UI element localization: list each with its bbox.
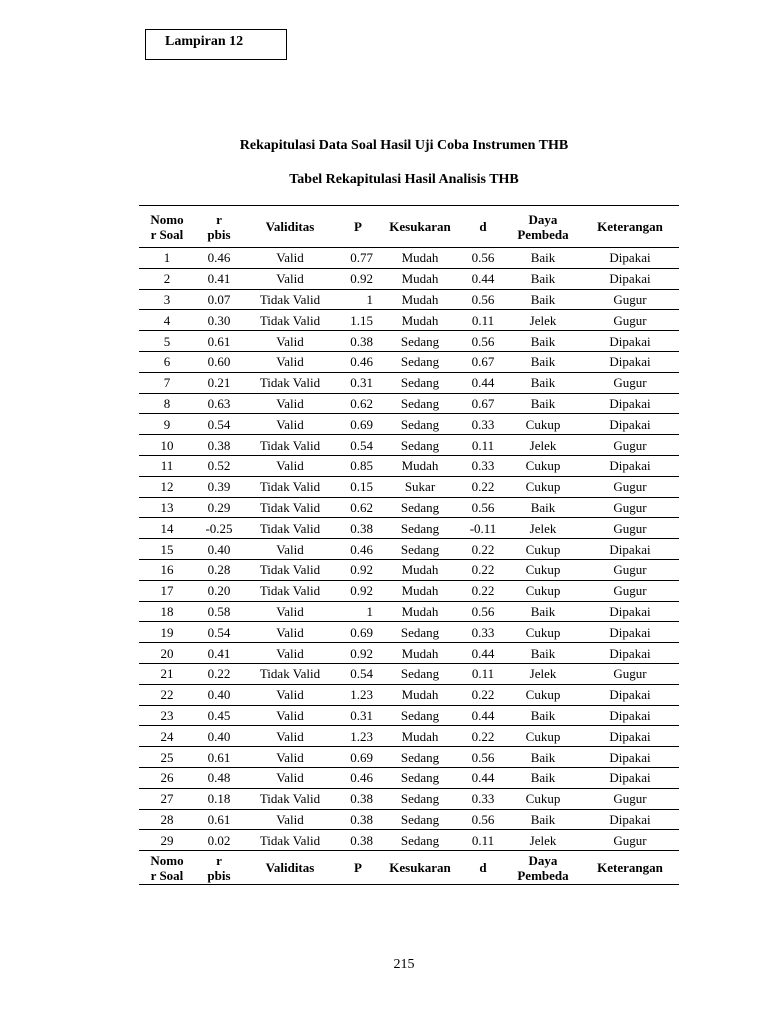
cell-daya-pembeda: Baik	[505, 248, 581, 269]
cell-p: 0.31	[337, 372, 379, 393]
table-row	[139, 788, 679, 809]
header-p: P	[337, 206, 379, 248]
cell-keterangan: Dipakai	[581, 351, 679, 372]
cell-r-pbis: 0.54	[195, 622, 243, 643]
appendix-label: Lampiran 12	[165, 34, 244, 49]
cell-r-pbis: 0.61	[195, 809, 243, 830]
cell-p: 0.92	[337, 559, 379, 580]
cell-daya-pembeda: Jelek	[505, 663, 581, 684]
cell-kesukaran: Sedang	[379, 830, 461, 851]
cell-daya-pembeda: Baik	[505, 351, 581, 372]
cell-validitas: Tidak Valid	[243, 788, 337, 809]
cell-validitas: Valid	[243, 351, 337, 372]
cell-daya-pembeda: Cukup	[505, 788, 581, 809]
cell-p: 1	[337, 601, 379, 622]
table-row	[139, 414, 679, 435]
cell-nomor: 16	[139, 559, 195, 580]
table-row	[139, 705, 679, 726]
cell-d: 0.56	[461, 331, 505, 352]
cell-nomor: 9	[139, 414, 195, 435]
cell-r-pbis: 0.29	[195, 497, 243, 518]
cell-nomor: 25	[139, 747, 195, 768]
cell-nomor: 27	[139, 788, 195, 809]
cell-nomor: 2	[139, 268, 195, 289]
cell-kesukaran: Sedang	[379, 663, 461, 684]
cell-p: 0.62	[337, 393, 379, 414]
cell-daya-pembeda: Baik	[505, 643, 581, 664]
cell-daya-pembeda: Baik	[505, 767, 581, 788]
cell-d: 0.33	[461, 414, 505, 435]
cell-d: 0.22	[461, 476, 505, 497]
cell-kesukaran: Sedang	[379, 788, 461, 809]
cell-r-pbis: 0.61	[195, 747, 243, 768]
cell-validitas: Tidak Valid	[243, 559, 337, 580]
cell-validitas: Valid	[243, 622, 337, 643]
cell-kesukaran: Sedang	[379, 497, 461, 518]
cell-daya-pembeda: Jelek	[505, 435, 581, 456]
cell-p: 0.38	[337, 331, 379, 352]
cell-nomor: 1	[139, 248, 195, 269]
table-row	[139, 559, 679, 580]
cell-daya-pembeda: Baik	[505, 331, 581, 352]
cell-daya-pembeda: Cukup	[505, 455, 581, 476]
cell-p: 0.38	[337, 830, 379, 851]
cell-keterangan: Dipakai	[581, 393, 679, 414]
cell-p: 0.38	[337, 809, 379, 830]
cell-validitas: Tidak Valid	[243, 518, 337, 539]
cell-p: 0.46	[337, 351, 379, 372]
cell-keterangan: Dipakai	[581, 684, 679, 705]
cell-d: 0.11	[461, 310, 505, 331]
table-row	[139, 643, 679, 664]
table-row	[139, 435, 679, 456]
cell-d: 0.22	[461, 684, 505, 705]
cell-validitas: Valid	[243, 393, 337, 414]
cell-nomor: 10	[139, 435, 195, 456]
table-row	[139, 809, 679, 830]
cell-p: 1.15	[337, 310, 379, 331]
cell-validitas: Tidak Valid	[243, 435, 337, 456]
cell-keterangan: Dipakai	[581, 601, 679, 622]
table-row	[139, 539, 679, 560]
cell-kesukaran: Mudah	[379, 310, 461, 331]
cell-nomor: 13	[139, 497, 195, 518]
cell-nomor: 21	[139, 663, 195, 684]
cell-keterangan: Dipakai	[581, 705, 679, 726]
table-row	[139, 830, 679, 851]
cell-kesukaran: Mudah	[379, 601, 461, 622]
cell-kesukaran: Mudah	[379, 455, 461, 476]
cell-keterangan: Gugur	[581, 663, 679, 684]
cell-d: -0.11	[461, 518, 505, 539]
table-row	[139, 289, 679, 310]
cell-nomor: 7	[139, 372, 195, 393]
table-row	[139, 351, 679, 372]
cell-validitas: Valid	[243, 747, 337, 768]
cell-keterangan: Dipakai	[581, 767, 679, 788]
table-row	[139, 767, 679, 788]
cell-keterangan: Gugur	[581, 580, 679, 601]
table-row	[139, 331, 679, 352]
cell-kesukaran: Mudah	[379, 248, 461, 269]
cell-d: 0.56	[461, 601, 505, 622]
cell-kesukaran: Mudah	[379, 643, 461, 664]
cell-keterangan: Gugur	[581, 497, 679, 518]
cell-keterangan: Gugur	[581, 476, 679, 497]
cell-d: 0.44	[461, 705, 505, 726]
cell-kesukaran: Sedang	[379, 622, 461, 643]
cell-keterangan: Gugur	[581, 435, 679, 456]
cell-d: 0.22	[461, 559, 505, 580]
cell-nomor: 14	[139, 518, 195, 539]
cell-daya-pembeda: Cukup	[505, 414, 581, 435]
cell-r-pbis: 0.07	[195, 289, 243, 310]
header-row	[139, 206, 679, 248]
cell-daya-pembeda: Baik	[505, 268, 581, 289]
recap-table	[139, 205, 679, 885]
table-row	[139, 684, 679, 705]
cell-keterangan: Dipakai	[581, 643, 679, 664]
cell-d: 0.56	[461, 809, 505, 830]
cell-validitas: Valid	[243, 455, 337, 476]
cell-validitas: Valid	[243, 601, 337, 622]
cell-p: 0.54	[337, 663, 379, 684]
cell-r-pbis: 0.18	[195, 788, 243, 809]
cell-validitas: Valid	[243, 705, 337, 726]
table-footer	[139, 851, 679, 885]
cell-kesukaran: Sedang	[379, 331, 461, 352]
table-row	[139, 663, 679, 684]
header-daya-pembeda: Daya Pembeda	[505, 206, 581, 248]
table-body	[139, 248, 679, 851]
cell-daya-pembeda: Jelek	[505, 830, 581, 851]
table-caption: Tabel Rekapitulasi Hasil Analisis THB	[289, 172, 519, 187]
cell-kesukaran: Mudah	[379, 559, 461, 580]
cell-validitas: Valid	[243, 684, 337, 705]
header-kesukaran: Kesukaran	[379, 206, 461, 248]
cell-p: 0.54	[337, 435, 379, 456]
cell-validitas: Tidak Valid	[243, 830, 337, 851]
cell-d: 0.56	[461, 248, 505, 269]
cell-r-pbis: 0.52	[195, 455, 243, 476]
cell-kesukaran: Sedang	[379, 705, 461, 726]
cell-keterangan: Gugur	[581, 372, 679, 393]
cell-kesukaran: Sedang	[379, 435, 461, 456]
cell-keterangan: Dipakai	[581, 414, 679, 435]
table-row	[139, 248, 679, 269]
cell-r-pbis: 0.58	[195, 601, 243, 622]
cell-d: 0.11	[461, 663, 505, 684]
table-row	[139, 747, 679, 768]
cell-daya-pembeda: Baik	[505, 705, 581, 726]
cell-validitas: Valid	[243, 331, 337, 352]
cell-validitas: Valid	[243, 726, 337, 747]
cell-kesukaran: Sedang	[379, 372, 461, 393]
header-r-pbis: r pbis	[195, 206, 243, 248]
cell-nomor: 29	[139, 830, 195, 851]
cell-d: 0.22	[461, 726, 505, 747]
footer-nomor-soal: Nomo r Soal	[139, 851, 195, 885]
cell-d: 0.33	[461, 788, 505, 809]
cell-p: 0.31	[337, 705, 379, 726]
cell-d: 0.11	[461, 435, 505, 456]
cell-validitas: Valid	[243, 268, 337, 289]
cell-p: 1	[337, 289, 379, 310]
cell-p: 1.23	[337, 684, 379, 705]
cell-r-pbis: 0.54	[195, 414, 243, 435]
cell-d: 0.11	[461, 830, 505, 851]
cell-d: 0.22	[461, 580, 505, 601]
cell-nomor: 18	[139, 601, 195, 622]
table-row	[139, 601, 679, 622]
cell-r-pbis: 0.21	[195, 372, 243, 393]
table-row	[139, 622, 679, 643]
table-row	[139, 455, 679, 476]
cell-validitas: Valid	[243, 809, 337, 830]
cell-d: 0.33	[461, 455, 505, 476]
cell-nomor: 5	[139, 331, 195, 352]
cell-kesukaran: Mudah	[379, 684, 461, 705]
header-validitas: Validitas	[243, 206, 337, 248]
cell-r-pbis: 0.40	[195, 726, 243, 747]
cell-p: 0.46	[337, 539, 379, 560]
cell-validitas: Tidak Valid	[243, 476, 337, 497]
cell-daya-pembeda: Cukup	[505, 539, 581, 560]
cell-kesukaran: Sedang	[379, 747, 461, 768]
cell-d: 0.33	[461, 622, 505, 643]
footer-d: d	[461, 851, 505, 885]
header-nomor-soal: Nomo r Soal	[139, 206, 195, 248]
cell-kesukaran: Mudah	[379, 580, 461, 601]
footer-p: P	[337, 851, 379, 885]
cell-keterangan: Gugur	[581, 559, 679, 580]
cell-nomor: 26	[139, 767, 195, 788]
cell-d: 0.56	[461, 747, 505, 768]
cell-r-pbis: -0.25	[195, 518, 243, 539]
cell-validitas: Valid	[243, 414, 337, 435]
cell-nomor: 15	[139, 539, 195, 560]
cell-d: 0.44	[461, 767, 505, 788]
cell-keterangan: Dipakai	[581, 726, 679, 747]
footer-keterangan: Keterangan	[581, 851, 679, 885]
cell-r-pbis: 0.30	[195, 310, 243, 331]
cell-kesukaran: Mudah	[379, 289, 461, 310]
cell-validitas: Tidak Valid	[243, 497, 337, 518]
cell-d: 0.56	[461, 497, 505, 518]
cell-validitas: Valid	[243, 643, 337, 664]
cell-nomor: 22	[139, 684, 195, 705]
cell-r-pbis: 0.48	[195, 767, 243, 788]
cell-validitas: Valid	[243, 539, 337, 560]
cell-keterangan: Gugur	[581, 830, 679, 851]
cell-d: 0.44	[461, 268, 505, 289]
cell-kesukaran: Sedang	[379, 539, 461, 560]
document-title: Rekapitulasi Data Soal Hasil Uji Coba Instrumen THB	[239, 138, 569, 153]
cell-kesukaran: Mudah	[379, 268, 461, 289]
cell-p: 0.69	[337, 414, 379, 435]
cell-d: 0.56	[461, 289, 505, 310]
cell-kesukaran: Sedang	[379, 351, 461, 372]
cell-r-pbis: 0.28	[195, 559, 243, 580]
cell-keterangan: Dipakai	[581, 622, 679, 643]
table-row	[139, 726, 679, 747]
page-number: 215	[393, 957, 415, 972]
cell-daya-pembeda: Baik	[505, 809, 581, 830]
cell-nomor: 11	[139, 455, 195, 476]
cell-daya-pembeda: Baik	[505, 372, 581, 393]
cell-keterangan: Gugur	[581, 518, 679, 539]
cell-daya-pembeda: Baik	[505, 289, 581, 310]
footer-kesukaran: Kesukaran	[379, 851, 461, 885]
cell-r-pbis: 0.46	[195, 248, 243, 269]
cell-r-pbis: 0.60	[195, 351, 243, 372]
cell-p: 0.69	[337, 622, 379, 643]
cell-nomor: 12	[139, 476, 195, 497]
cell-r-pbis: 0.63	[195, 393, 243, 414]
cell-nomor: 8	[139, 393, 195, 414]
cell-daya-pembeda: Baik	[505, 601, 581, 622]
cell-r-pbis: 0.20	[195, 580, 243, 601]
cell-p: 0.92	[337, 268, 379, 289]
cell-r-pbis: 0.39	[195, 476, 243, 497]
cell-p: 1.23	[337, 726, 379, 747]
cell-nomor: 19	[139, 622, 195, 643]
cell-r-pbis: 0.41	[195, 268, 243, 289]
cell-validitas: Tidak Valid	[243, 310, 337, 331]
cell-p: 0.69	[337, 747, 379, 768]
cell-p: 0.15	[337, 476, 379, 497]
table-row	[139, 580, 679, 601]
cell-daya-pembeda: Cukup	[505, 622, 581, 643]
cell-kesukaran: Mudah	[379, 726, 461, 747]
cell-r-pbis: 0.40	[195, 539, 243, 560]
cell-r-pbis: 0.61	[195, 331, 243, 352]
cell-kesukaran: Sedang	[379, 767, 461, 788]
cell-kesukaran: Sedang	[379, 393, 461, 414]
cell-daya-pembeda: Cukup	[505, 684, 581, 705]
cell-d: 0.44	[461, 372, 505, 393]
header-d: d	[461, 206, 505, 248]
cell-validitas: Valid	[243, 248, 337, 269]
cell-p: 0.62	[337, 497, 379, 518]
cell-p: 0.92	[337, 580, 379, 601]
cell-validitas: Tidak Valid	[243, 289, 337, 310]
cell-daya-pembeda: Jelek	[505, 310, 581, 331]
cell-daya-pembeda: Jelek	[505, 518, 581, 539]
cell-p: 0.92	[337, 643, 379, 664]
cell-kesukaran: Sedang	[379, 809, 461, 830]
cell-r-pbis: 0.22	[195, 663, 243, 684]
table-row	[139, 393, 679, 414]
cell-keterangan: Dipakai	[581, 539, 679, 560]
cell-nomor: 6	[139, 351, 195, 372]
cell-r-pbis: 0.40	[195, 684, 243, 705]
cell-daya-pembeda: Cukup	[505, 559, 581, 580]
table-row	[139, 372, 679, 393]
appendix-label-box	[145, 29, 287, 60]
cell-keterangan: Dipakai	[581, 268, 679, 289]
cell-validitas: Tidak Valid	[243, 372, 337, 393]
cell-nomor: 28	[139, 809, 195, 830]
cell-keterangan: Dipakai	[581, 747, 679, 768]
cell-kesukaran: Sedang	[379, 518, 461, 539]
table-row	[139, 518, 679, 539]
cell-keterangan: Dipakai	[581, 248, 679, 269]
cell-daya-pembeda: Baik	[505, 747, 581, 768]
cell-nomor: 23	[139, 705, 195, 726]
cell-kesukaran: Sedang	[379, 414, 461, 435]
table-row	[139, 310, 679, 331]
cell-keterangan: Gugur	[581, 788, 679, 809]
table-row	[139, 497, 679, 518]
footer-daya-pembeda: Daya Pembeda	[505, 851, 581, 885]
cell-p: 0.38	[337, 518, 379, 539]
footer-r-pbis: r pbis	[195, 851, 243, 885]
cell-d: 0.44	[461, 643, 505, 664]
cell-d: 0.67	[461, 351, 505, 372]
cell-daya-pembeda: Cukup	[505, 726, 581, 747]
cell-d: 0.22	[461, 539, 505, 560]
cell-nomor: 3	[139, 289, 195, 310]
cell-r-pbis: 0.45	[195, 705, 243, 726]
cell-validitas: Valid	[243, 767, 337, 788]
cell-validitas: Tidak Valid	[243, 663, 337, 684]
cell-daya-pembeda: Baik	[505, 497, 581, 518]
cell-p: 0.38	[337, 788, 379, 809]
cell-keterangan: Gugur	[581, 310, 679, 331]
cell-nomor: 24	[139, 726, 195, 747]
cell-r-pbis: 0.38	[195, 435, 243, 456]
cell-d: 0.67	[461, 393, 505, 414]
cell-nomor: 17	[139, 580, 195, 601]
cell-daya-pembeda: Cukup	[505, 580, 581, 601]
cell-keterangan: Dipakai	[581, 455, 679, 476]
table-row	[139, 476, 679, 497]
cell-p: 0.85	[337, 455, 379, 476]
cell-daya-pembeda: Baik	[505, 393, 581, 414]
table-row	[139, 268, 679, 289]
cell-keterangan: Gugur	[581, 289, 679, 310]
footer-header-row	[139, 851, 679, 885]
cell-kesukaran: Sukar	[379, 476, 461, 497]
cell-nomor: 20	[139, 643, 195, 664]
cell-p: 0.46	[337, 767, 379, 788]
header-keterangan: Keterangan	[581, 206, 679, 248]
table-header	[139, 206, 679, 248]
cell-r-pbis: 0.02	[195, 830, 243, 851]
cell-keterangan: Dipakai	[581, 809, 679, 830]
cell-validitas: Tidak Valid	[243, 580, 337, 601]
cell-keterangan: Dipakai	[581, 331, 679, 352]
cell-p: 0.77	[337, 248, 379, 269]
footer-validitas: Validitas	[243, 851, 337, 885]
cell-nomor: 4	[139, 310, 195, 331]
cell-daya-pembeda: Cukup	[505, 476, 581, 497]
cell-r-pbis: 0.41	[195, 643, 243, 664]
